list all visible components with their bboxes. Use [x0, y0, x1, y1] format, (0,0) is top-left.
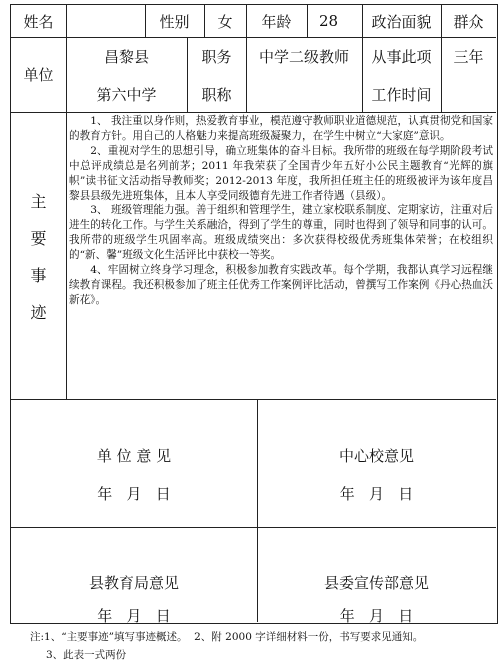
center-school-opinion-date: 年 月 日: [339, 485, 414, 503]
deeds-paragraph-3: 3、 班级管理能力强。善于组织和管理学生，建立家校联系制度、定期家访，注重对后进生的转化工作。与学生关系融洽，得到了学生的尊重，同时也得到了领导和同事的认可。我所带的班级学生巩固率高。班级成绩突出：多次获得校级优秀班集体荣誉；在校组织的“新、馨”班级文化生活评比中获校一等奖。: [69, 204, 493, 262]
unit-value-line2: 第六中学: [96, 85, 157, 104]
gender-value: 女: [217, 12, 233, 31]
position-value: 中学二级教师: [258, 47, 349, 66]
political-value: 群众: [453, 12, 484, 31]
center-school-opinion-title: 中心校意见: [338, 447, 414, 465]
age-label: 年龄: [261, 12, 292, 31]
deeds-paragraph-2: 2、重视对学生的思想引导，确立班集体的奋斗目标。我所带的班级在每学期阶段考试中总评成绩总是名列前茅；2011 年我荣获了全国青少年五好小公民主题教育“光辉的旗帜”读书征文活动指导教师奖；2012-2013 年度，我所担任班主任的班级被评为该年度昌黎县县级先进班集体，且本人享受同级德育先进工作者待遇（县级）。: [69, 144, 493, 202]
center-school-opinion-box: [257, 399, 496, 527]
unit-opinion-date: 年 月 日: [97, 485, 171, 503]
years-label-line1: 从事此项: [371, 47, 432, 66]
main-deeds-label: [11, 114, 66, 399]
unit-opinion-box: [11, 399, 257, 527]
unit-opinion-title: 单 位 意 见: [96, 447, 172, 465]
row-divider: [11, 112, 496, 113]
county-propaganda-opinion-box: [257, 527, 496, 625]
main-deeds-label-char: 迹: [30, 302, 47, 322]
main-deeds-label-char: 要: [30, 228, 47, 248]
unit-value-line1: 昌黎县: [103, 47, 149, 66]
county-edu-opinion-title: 县教育局意见: [88, 574, 179, 592]
county-propaganda-opinion-title: 县委宣传部意见: [323, 574, 429, 592]
name-value: [66, 5, 145, 37]
main-deeds-label-char: 事: [30, 265, 47, 285]
application-form: [10, 4, 498, 624]
main-deeds-text: [67, 114, 495, 396]
position-label-line1: 职务: [201, 47, 232, 66]
name-label: 姓名: [23, 12, 54, 31]
gender-label: 性别: [159, 12, 190, 31]
deeds-paragraph-4: 4、牢固树立终身学习理念，积极参加教育实践改革。每个学期，我都认真学习远程继续教育课程。我还积极参加了班主任优秀工作案例评比活动，曾撰写工作案例《丹心热血沃新花》。: [69, 264, 493, 306]
form-notes: [30, 628, 498, 664]
age-value: 28: [319, 12, 339, 30]
county-edu-opinion-date: 年 月 日: [97, 607, 171, 625]
row-divider: [11, 37, 496, 38]
unit-label: 单位: [23, 66, 54, 84]
position-label-line2: 职称: [201, 85, 232, 104]
main-deeds-label-char: 主: [30, 191, 47, 211]
county-propaganda-opinion-date: 年 月 日: [339, 607, 414, 625]
years-label-line2: 工作时间: [371, 85, 432, 104]
years-value: 三年: [453, 47, 484, 66]
note-line-1: 注:1、“主要事迹”填写事迹概述。 2、附 2000 字详细材料一份，书写要求见通知。: [30, 631, 424, 643]
deeds-paragraph-1: 1、 我注重以身作则，热爱教育事业，模范遵守教师职业道德规范，认真贯彻党和国家的教育方针。用自己的人格魅力来提高班级凝聚力，在学生中树立“大家庭”意识。: [69, 115, 493, 142]
political-label: 政治面貌: [371, 12, 432, 31]
county-edu-opinion-box: [11, 527, 257, 625]
note-line-2: 3、此表一式两份: [46, 649, 127, 661]
